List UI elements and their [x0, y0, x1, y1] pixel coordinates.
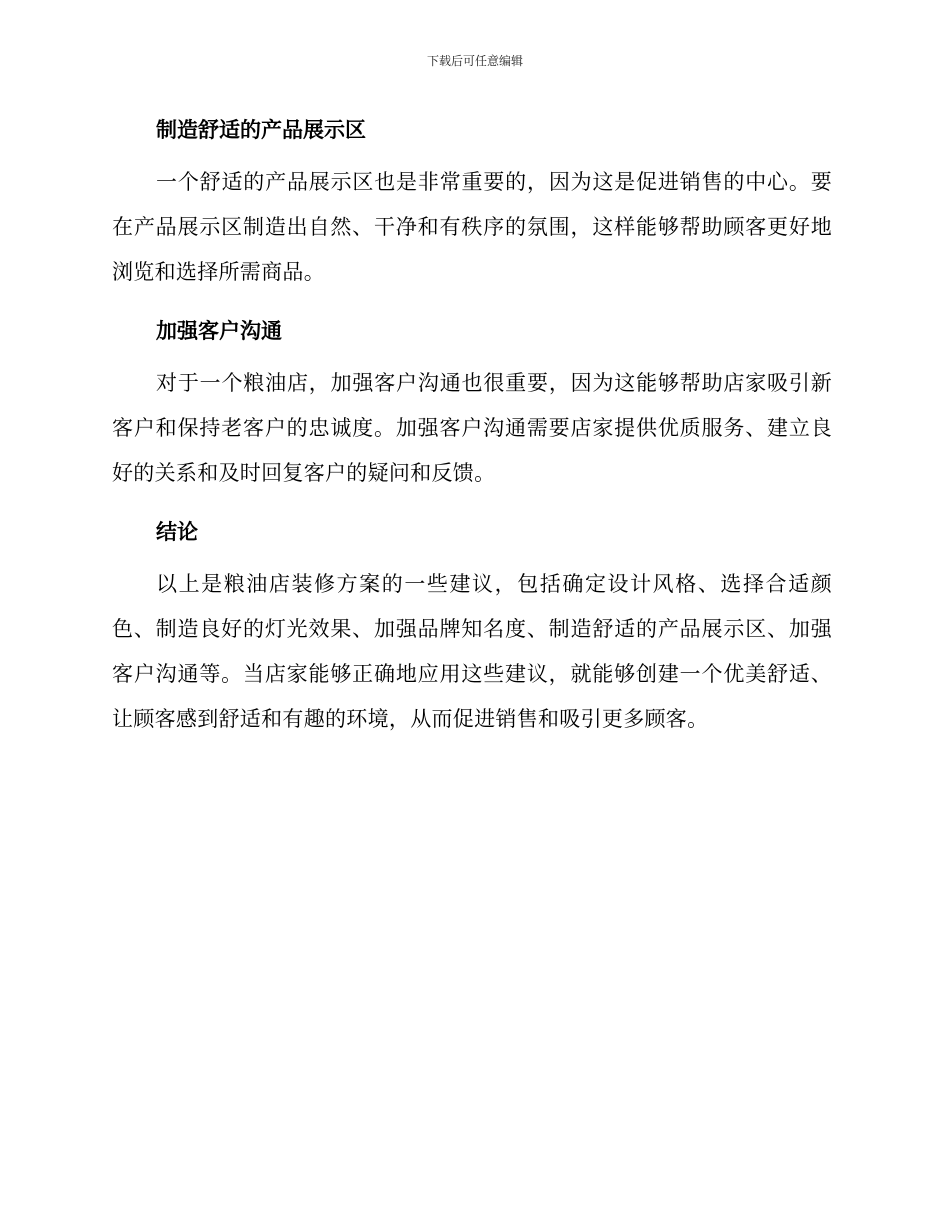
section-heading-conclusion: 结论 — [156, 520, 198, 544]
document-body — [112, 108, 832, 756]
paragraph-customer-communication: 对于一个粮油店，加强客户沟通也很重要，因为这能够帮助店家吸引新客户和保持老客户的忠诚度。加强客户沟通需要店家提供优质服务、建立良好的关系和及时回复客户的疑问和反馈。 — [112, 371, 832, 485]
paragraph-product-display: 一个舒适的产品展示区也是非常重要的，因为这是促进销售的中心。要在产品展示区制造出自然、干净和有秩序的氛围，这样能够帮助顾客更好地浏览和选择所需商品。 — [112, 170, 832, 284]
paragraph-conclusion: 以上是粮油店装修方案的一些建议，包括确定设计风格、选择合适颜色、制造良好的灯光效果、加强品牌知名度、制造舒适的产品展示区、加强客户沟通等。当店家能够正确地应用这些建议，就能够创建一个优美舒适、让顾客感到舒适和有趣的环境，从而促进销售和吸引更多顾客。 — [112, 572, 832, 731]
section-heading-customer-communication: 加强客户沟通 — [156, 319, 282, 343]
section-heading-product-display: 制造舒适的产品展示区 — [156, 118, 366, 142]
page-header: 下载后可任意编辑 — [426, 54, 523, 68]
